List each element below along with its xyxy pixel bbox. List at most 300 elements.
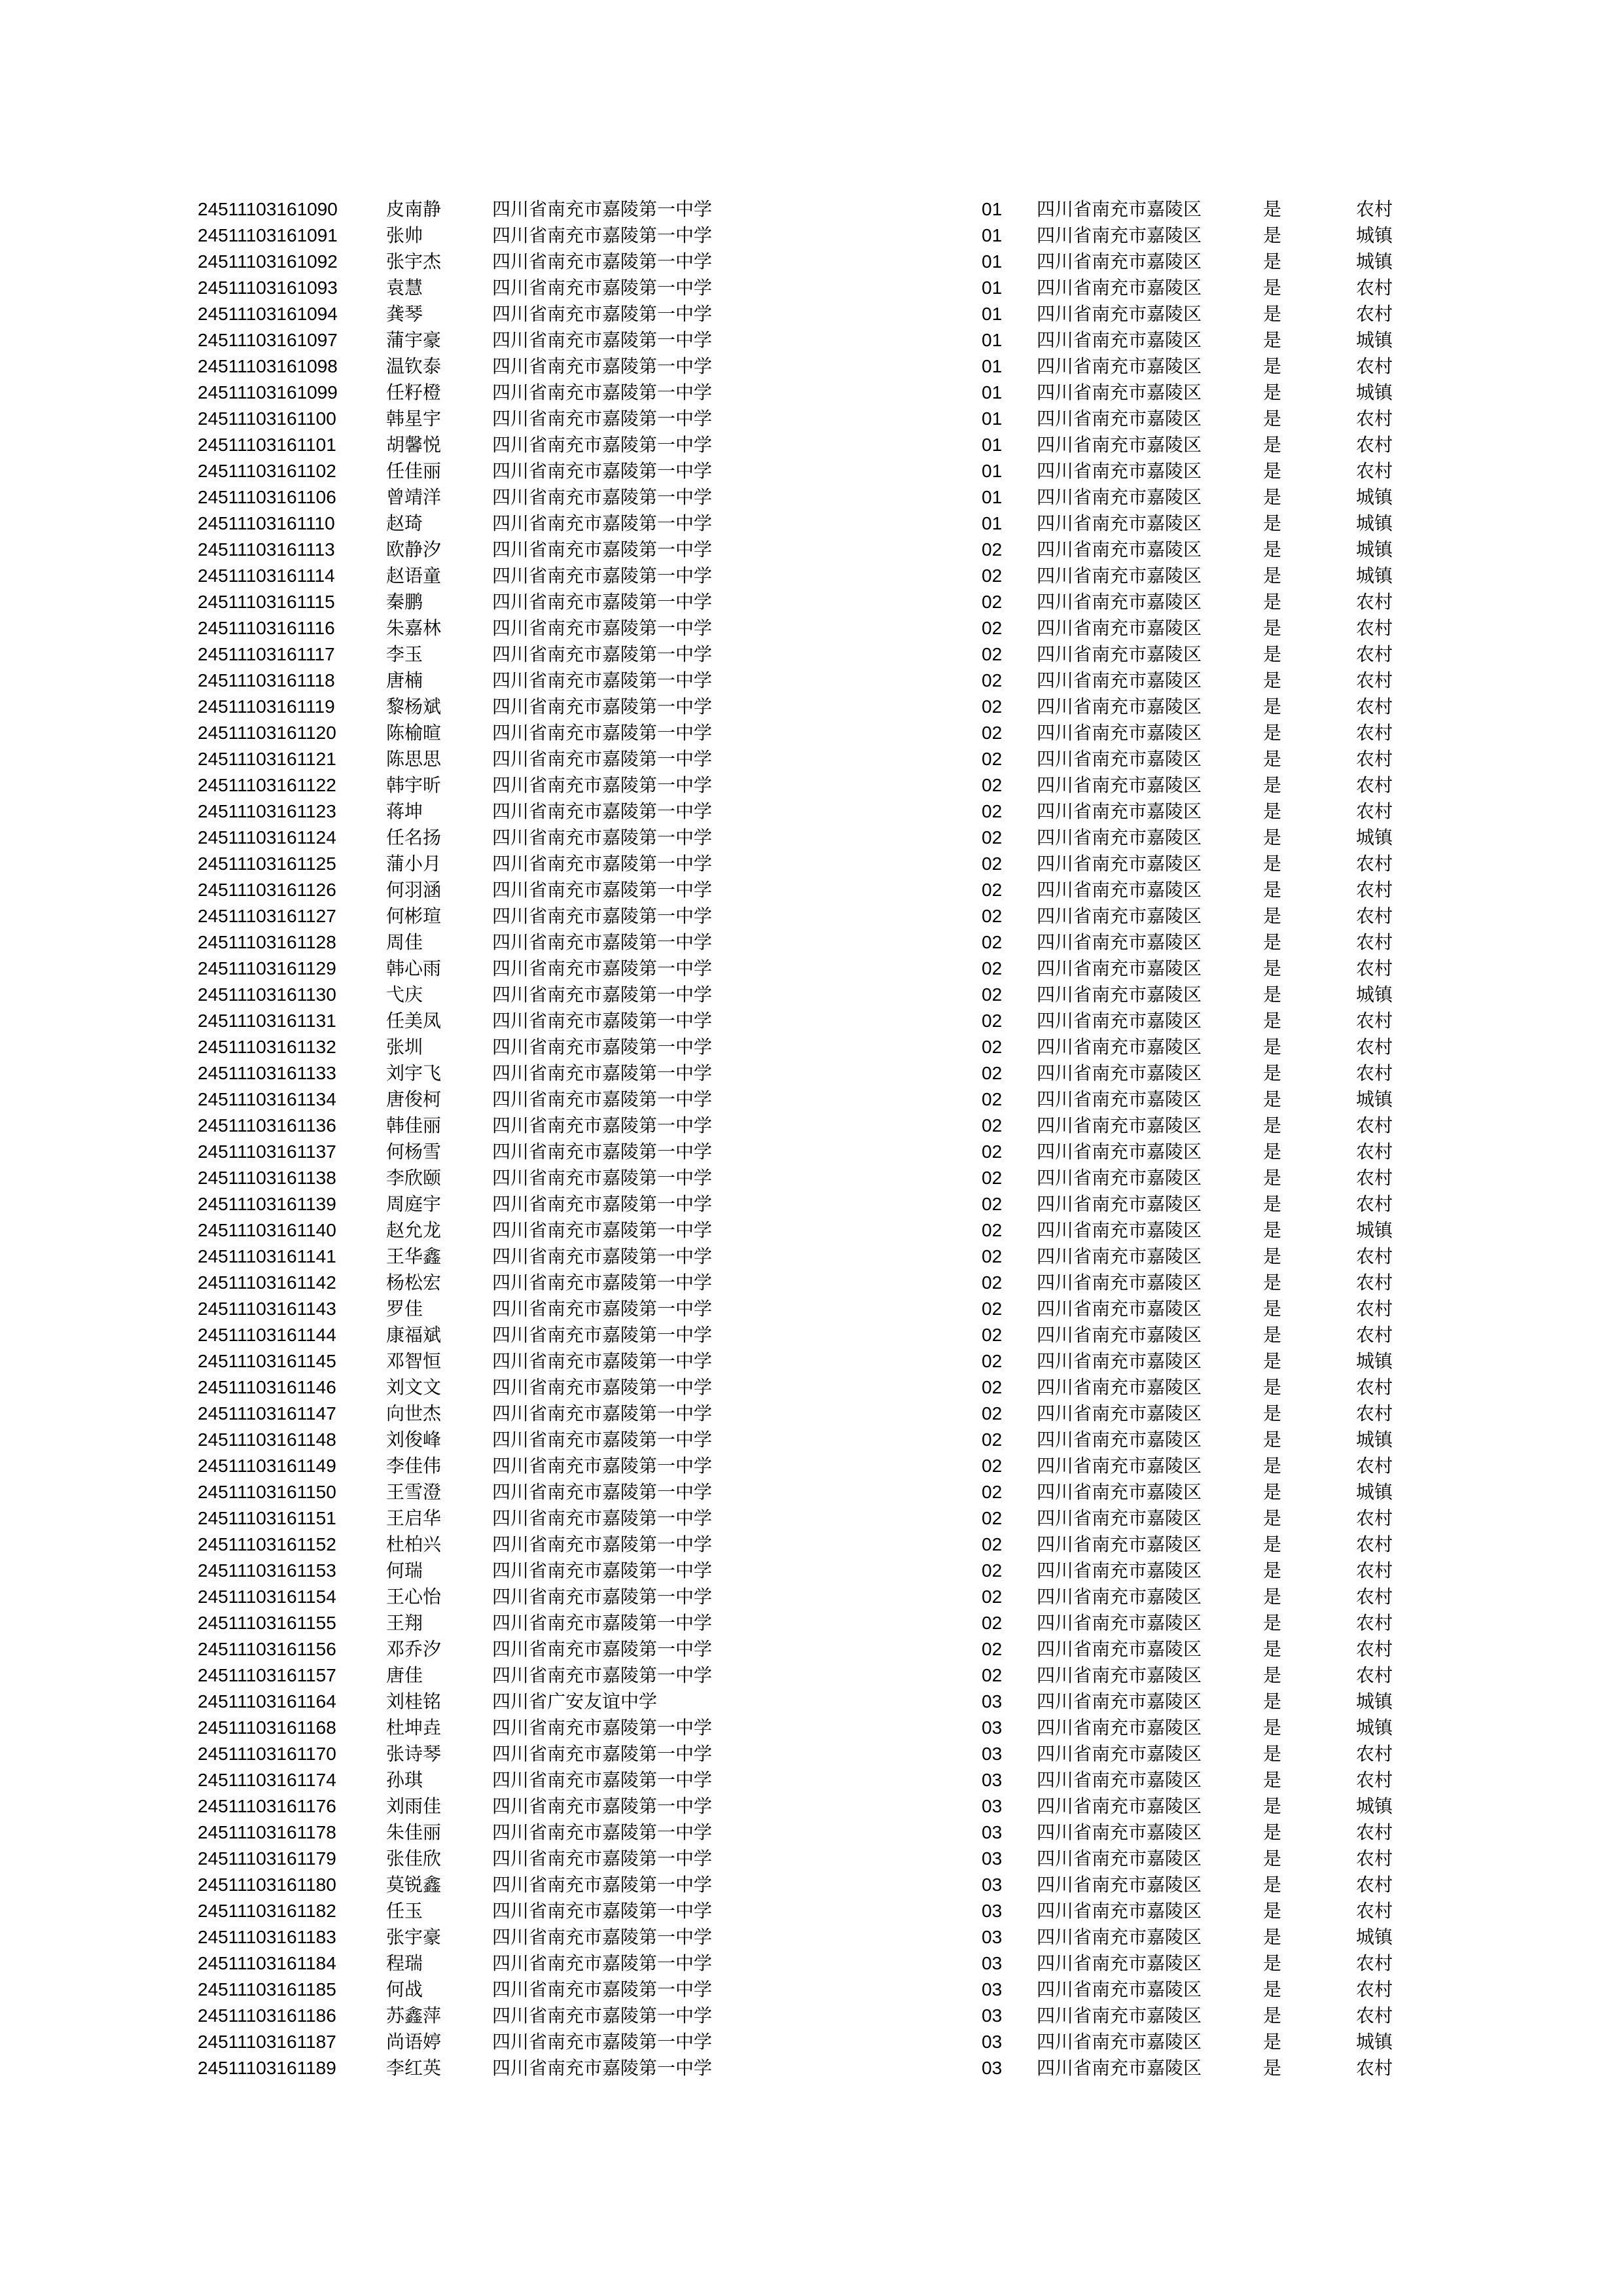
class-number-cell: 01 [982,461,1003,481]
region-cell: 四川省南充市嘉陵区 [1037,643,1202,665]
eligibility-flag-cell: 是 [1263,1193,1282,1215]
table-row [0,877,1623,903]
table-row [0,982,1623,1008]
region-cell: 四川省南充市嘉陵区 [1037,1324,1202,1346]
table-row [0,432,1623,458]
class-number-cell: 02 [982,958,1003,978]
residence-type-cell: 农村 [1356,931,1393,953]
residence-type-cell: 农村 [1356,1874,1393,1895]
student-id-cell: 24511103161143 [198,1299,336,1319]
residence-type-cell: 农村 [1356,958,1393,979]
region-cell: 四川省南充市嘉陵区 [1037,1298,1202,1319]
student-name-cell: 秦鹏 [386,591,423,613]
student-name-cell: 唐楠 [386,670,423,691]
school-cell: 四川省南充市嘉陵第一中学 [492,539,713,560]
student-id-cell: 24511103161154 [198,1587,336,1607]
residence-type-cell: 农村 [1356,722,1393,744]
eligibility-flag-cell: 是 [1263,1219,1282,1241]
residence-type-cell: 农村 [1356,1952,1393,1974]
class-number-cell: 03 [982,2032,1003,2052]
residence-type-cell: 农村 [1356,879,1393,901]
residence-type-cell: 农村 [1356,1664,1393,1686]
student-name-cell: 何战 [386,1979,423,2000]
student-name-cell: 赵允龙 [386,1219,442,1241]
residence-type-cell: 农村 [1356,2005,1393,2026]
table-row [0,956,1623,982]
residence-type-cell: 农村 [1356,1743,1393,1765]
eligibility-flag-cell: 是 [1263,460,1282,482]
student-id-cell: 24511103161139 [198,1194,336,1214]
school-cell: 四川省南充市嘉陵第一中学 [492,198,713,220]
school-cell: 四川省南充市嘉陵第一中学 [492,408,713,429]
table-row [0,458,1623,484]
eligibility-flag-cell: 是 [1263,251,1282,272]
student-id-cell: 24511103161130 [198,984,336,1005]
class-number-cell: 02 [982,906,1003,926]
class-number-cell: 01 [982,513,1003,533]
table-row [0,1793,1623,1820]
residence-type-cell: 农村 [1356,1324,1393,1346]
school-cell: 四川省南充市嘉陵第一中学 [492,617,713,639]
student-name-cell: 程瑞 [386,1952,423,1974]
region-cell: 四川省南充市嘉陵区 [1037,1088,1202,1110]
residence-type-cell: 城镇 [1356,1717,1393,1738]
residence-type-cell: 农村 [1356,1036,1393,1058]
student-id-cell: 24511103161182 [198,1901,336,1921]
class-number-cell: 02 [982,880,1003,900]
region-cell: 四川省南充市嘉陵区 [1037,198,1202,220]
student-id-cell: 24511103161110 [198,513,335,533]
student-name-cell: 康福斌 [386,1324,442,1346]
table-row [0,1401,1623,1427]
student-id-cell: 24511103161120 [198,723,336,743]
residence-type-cell: 农村 [1356,2057,1393,2079]
school-cell: 四川省南充市嘉陵第一中学 [492,879,713,901]
region-cell: 四川省南充市嘉陵区 [1037,1403,1202,1424]
school-cell: 四川省南充市嘉陵第一中学 [492,355,713,377]
eligibility-flag-cell: 是 [1263,303,1282,325]
table-row [0,1348,1623,1374]
class-number-cell: 01 [982,408,1003,429]
student-id-cell: 24511103161164 [198,1691,336,1712]
class-number-cell: 02 [982,1403,1003,1424]
student-name-cell: 刘宇飞 [386,1062,442,1084]
school-cell: 四川省南充市嘉陵第一中学 [492,1717,713,1738]
student-name-cell: 龚琴 [386,303,423,325]
residence-type-cell: 城镇 [1356,224,1393,246]
student-name-cell: 尚语婷 [386,2031,442,2053]
region-cell: 四川省南充市嘉陵区 [1037,1795,1202,1817]
table-row [0,1715,1623,1741]
student-name-cell: 王启华 [386,1507,442,1529]
eligibility-flag-cell: 是 [1263,2031,1282,2053]
region-cell: 四川省南充市嘉陵区 [1037,565,1202,586]
class-number-cell: 02 [982,1246,1003,1266]
class-number-cell: 02 [982,1613,1003,1633]
student-id-cell: 24511103161114 [198,565,335,586]
table-row [0,1086,1623,1113]
student-id-cell: 24511103161118 [198,670,335,691]
residence-type-cell: 城镇 [1356,486,1393,508]
student-name-cell: 周佳 [386,931,423,953]
student-name-cell: 杨松宏 [386,1272,442,1293]
school-cell: 四川省南充市嘉陵第一中学 [492,1874,713,1895]
student-name-cell: 弋庆 [386,984,423,1005]
student-id-cell: 24511103161185 [198,1979,336,2000]
table-row [0,1846,1623,1872]
eligibility-flag-cell: 是 [1263,1324,1282,1346]
residence-type-cell: 城镇 [1356,1795,1393,1817]
student-id-cell: 24511103161113 [198,539,335,560]
school-cell: 四川省南充市嘉陵第一中学 [492,486,713,508]
region-cell: 四川省南充市嘉陵区 [1037,879,1202,901]
student-id-cell: 24511103161148 [198,1429,336,1450]
student-name-cell: 任佳丽 [386,460,442,482]
table-row [0,1505,1623,1532]
class-number-cell: 02 [982,853,1003,874]
student-id-cell: 24511103161097 [198,330,338,350]
eligibility-flag-cell: 是 [1263,1088,1282,1110]
student-name-cell: 蒋坤 [386,800,423,822]
residence-type-cell: 城镇 [1356,382,1393,403]
residence-type-cell: 农村 [1356,1167,1393,1189]
residence-type-cell: 城镇 [1356,1350,1393,1372]
class-number-cell: 03 [982,1796,1003,1816]
school-cell: 四川省南充市嘉陵第一中学 [492,1376,713,1398]
eligibility-flag-cell: 是 [1263,643,1282,665]
school-cell: 四川省广安友谊中学 [492,1691,658,1712]
region-cell: 四川省南充市嘉陵区 [1037,1717,1202,1738]
student-name-cell: 任籽橙 [386,382,442,403]
student-id-cell: 24511103161137 [198,1141,336,1162]
eligibility-flag-cell: 是 [1263,774,1282,796]
class-number-cell: 02 [982,932,1003,952]
school-cell: 四川省南充市嘉陵第一中学 [492,251,713,272]
region-cell: 四川省南充市嘉陵区 [1037,1481,1202,1503]
residence-type-cell: 城镇 [1356,827,1393,848]
table-row [0,196,1623,223]
eligibility-flag-cell: 是 [1263,1455,1282,1477]
residence-type-cell: 农村 [1356,1534,1393,1555]
table-row [0,327,1623,353]
student-id-cell: 24511103161150 [198,1482,336,1502]
class-number-cell: 02 [982,984,1003,1005]
residence-type-cell: 农村 [1356,303,1393,325]
eligibility-flag-cell: 是 [1263,355,1282,377]
table-row [0,929,1623,956]
school-cell: 四川省南充市嘉陵第一中学 [492,224,713,246]
region-cell: 四川省南充市嘉陵区 [1037,382,1202,403]
region-cell: 四川省南充市嘉陵区 [1037,1193,1202,1215]
student-id-cell: 24511103161138 [198,1168,336,1188]
region-cell: 四川省南充市嘉陵区 [1037,1167,1202,1189]
student-id-cell: 24511103161101 [198,435,336,455]
region-cell: 四川省南充市嘉陵区 [1037,1821,1202,1843]
residence-type-cell: 农村 [1356,1246,1393,1267]
residence-type-cell: 农村 [1356,1141,1393,1162]
school-cell: 四川省南充市嘉陵第一中学 [492,2005,713,2026]
region-cell: 四川省南充市嘉陵区 [1037,1952,1202,1974]
region-cell: 四川省南充市嘉陵区 [1037,1115,1202,1136]
school-cell: 四川省南充市嘉陵第一中学 [492,1167,713,1189]
region-cell: 四川省南充市嘉陵区 [1037,1455,1202,1477]
class-number-cell: 02 [982,1325,1003,1345]
class-number-cell: 02 [982,723,1003,743]
school-cell: 四川省南充市嘉陵第一中学 [492,1403,713,1424]
student-name-cell: 杜坤垚 [386,1717,442,1738]
table-row [0,406,1623,432]
table-row [0,1113,1623,1139]
eligibility-flag-cell: 是 [1263,1612,1282,1634]
residence-type-cell: 农村 [1356,1612,1393,1634]
table-row [0,1060,1623,1086]
class-number-cell: 03 [982,1744,1003,1764]
residence-type-cell: 农村 [1356,1062,1393,1084]
class-number-cell: 02 [982,670,1003,691]
class-number-cell: 03 [982,1848,1003,1869]
table-row [0,1584,1623,1610]
class-number-cell: 02 [982,1456,1003,1476]
school-cell: 四川省南充市嘉陵第一中学 [492,931,713,953]
school-cell: 四川省南充市嘉陵第一中学 [492,827,713,848]
student-id-cell: 24511103161147 [198,1403,336,1424]
region-cell: 四川省南充市嘉陵区 [1037,460,1202,482]
eligibility-flag-cell: 是 [1263,1010,1282,1031]
residence-type-cell: 城镇 [1356,1481,1393,1503]
student-id-cell: 24511103161093 [198,278,338,298]
student-name-cell: 王雪澄 [386,1481,442,1503]
student-id-cell: 24511103161102 [198,461,336,481]
region-cell: 四川省南充市嘉陵区 [1037,1691,1202,1712]
school-cell: 四川省南充市嘉陵第一中学 [492,565,713,586]
residence-type-cell: 农村 [1356,1900,1393,1922]
school-cell: 四川省南充市嘉陵第一中学 [492,2057,713,2079]
table-row [0,746,1623,772]
school-cell: 四川省南充市嘉陵第一中学 [492,1586,713,1607]
region-cell: 四川省南充市嘉陵区 [1037,774,1202,796]
residence-type-cell: 农村 [1356,1272,1393,1293]
class-number-cell: 02 [982,1063,1003,1083]
class-number-cell: 02 [982,565,1003,586]
residence-type-cell: 农村 [1356,1507,1393,1529]
table-row [0,1322,1623,1348]
table-row [0,903,1623,929]
residence-type-cell: 农村 [1356,1769,1393,1791]
table-row [0,1244,1623,1270]
student-name-cell: 莫锐鑫 [386,1874,442,1895]
eligibility-flag-cell: 是 [1263,1769,1282,1791]
student-id-cell: 24511103161145 [198,1351,336,1371]
table-row [0,1165,1623,1191]
student-id-cell: 24511103161140 [198,1220,336,1240]
student-id-cell: 24511103161176 [198,1796,336,1816]
region-cell: 四川省南充市嘉陵区 [1037,827,1202,848]
residence-type-cell: 城镇 [1356,512,1393,534]
eligibility-flag-cell: 是 [1263,224,1282,246]
eligibility-flag-cell: 是 [1263,617,1282,639]
eligibility-flag-cell: 是 [1263,1979,1282,2000]
class-number-cell: 02 [982,618,1003,638]
school-cell: 四川省南充市嘉陵第一中学 [492,1795,713,1817]
region-cell: 四川省南充市嘉陵区 [1037,617,1202,639]
student-name-cell: 赵琦 [386,512,423,534]
table-row [0,1767,1623,1793]
class-number-cell: 02 [982,1299,1003,1319]
eligibility-flag-cell: 是 [1263,277,1282,298]
student-name-cell: 刘桂铭 [386,1691,442,1712]
school-cell: 四川省南充市嘉陵第一中学 [492,1638,713,1660]
region-cell: 四川省南充市嘉陵区 [1037,1429,1202,1450]
region-cell: 四川省南充市嘉陵区 [1037,1246,1202,1267]
eligibility-flag-cell: 是 [1263,1350,1282,1372]
table-row [0,798,1623,825]
school-cell: 四川省南充市嘉陵第一中学 [492,1141,713,1162]
table-row [0,1977,1623,2003]
class-number-cell: 02 [982,1168,1003,1188]
class-number-cell: 03 [982,2058,1003,2078]
region-cell: 四川省南充市嘉陵区 [1037,486,1202,508]
student-name-cell: 李佳伟 [386,1455,442,1477]
student-id-cell: 24511103161098 [198,356,338,376]
school-cell: 四川省南充市嘉陵第一中学 [492,1612,713,1634]
class-number-cell: 01 [982,278,1003,298]
student-id-cell: 24511103161106 [198,487,336,507]
class-number-cell: 02 [982,1377,1003,1397]
table-row [0,1662,1623,1689]
student-name-cell: 陈榆暄 [386,722,442,744]
table-row [0,301,1623,327]
table-row [0,615,1623,641]
class-number-cell: 02 [982,696,1003,717]
eligibility-flag-cell: 是 [1263,1298,1282,1319]
class-number-cell: 02 [982,1534,1003,1554]
region-cell: 四川省南充市嘉陵区 [1037,1534,1202,1555]
table-row [0,1820,1623,1846]
table-row [0,563,1623,589]
eligibility-flag-cell: 是 [1263,696,1282,717]
class-number-cell: 02 [982,1141,1003,1162]
school-cell: 四川省南充市嘉陵第一中学 [492,748,713,770]
student-id-cell: 24511103161184 [198,1953,336,1973]
residence-type-cell: 城镇 [1356,2031,1393,2053]
residence-type-cell: 农村 [1356,670,1393,691]
class-number-cell: 03 [982,1979,1003,2000]
residence-type-cell: 农村 [1356,1376,1393,1398]
region-cell: 四川省南充市嘉陵区 [1037,2057,1202,2079]
table-row [0,1636,1623,1662]
region-cell: 四川省南充市嘉陵区 [1037,905,1202,927]
student-name-cell: 韩心雨 [386,958,442,979]
eligibility-flag-cell: 是 [1263,1560,1282,1581]
eligibility-flag-cell: 是 [1263,486,1282,508]
eligibility-flag-cell: 是 [1263,1900,1282,1922]
table-row [0,694,1623,720]
student-name-cell: 袁慧 [386,277,423,298]
class-number-cell: 02 [982,1351,1003,1371]
student-id-cell: 24511103161124 [198,827,336,848]
school-cell: 四川省南充市嘉陵第一中学 [492,1821,713,1843]
student-id-cell: 24511103161189 [198,2058,336,2078]
residence-type-cell: 农村 [1356,800,1393,822]
school-cell: 四川省南充市嘉陵第一中学 [492,1350,713,1372]
eligibility-flag-cell: 是 [1263,905,1282,927]
class-number-cell: 02 [982,1665,1003,1685]
student-name-cell: 周庭宇 [386,1193,442,1215]
residence-type-cell: 农村 [1356,408,1393,429]
table-row [0,2055,1623,2081]
eligibility-flag-cell: 是 [1263,2057,1282,2079]
region-cell: 四川省南充市嘉陵区 [1037,1612,1202,1634]
student-name-cell: 陈思思 [386,748,442,770]
student-id-cell: 24511103161125 [198,853,336,874]
class-number-cell: 02 [982,1429,1003,1450]
student-name-cell: 任玉 [386,1900,423,1922]
class-number-cell: 01 [982,487,1003,507]
table-row [0,484,1623,511]
school-cell: 四川省南充市嘉陵第一中学 [492,643,713,665]
class-number-cell: 03 [982,1770,1003,1790]
class-number-cell: 02 [982,539,1003,560]
residence-type-cell: 城镇 [1356,1088,1393,1110]
table-row [0,537,1623,563]
school-cell: 四川省南充市嘉陵第一中学 [492,1481,713,1503]
student-name-cell: 李玉 [386,643,423,665]
class-number-cell: 02 [982,1037,1003,1057]
student-id-cell: 24511103161136 [198,1115,336,1136]
eligibility-flag-cell: 是 [1263,1036,1282,1058]
school-cell: 四川省南充市嘉陵第一中学 [492,512,713,534]
eligibility-flag-cell: 是 [1263,1952,1282,1974]
student-id-cell: 24511103161133 [198,1063,336,1083]
residence-type-cell: 农村 [1356,1115,1393,1136]
table-row [0,511,1623,537]
region-cell: 四川省南充市嘉陵区 [1037,1376,1202,1398]
region-cell: 四川省南充市嘉陵区 [1037,512,1202,534]
class-number-cell: 02 [982,1115,1003,1136]
eligibility-flag-cell: 是 [1263,1795,1282,1817]
residence-type-cell: 农村 [1356,748,1393,770]
student-name-cell: 刘俊峰 [386,1429,442,1450]
school-cell: 四川省南充市嘉陵第一中学 [492,460,713,482]
eligibility-flag-cell: 是 [1263,1926,1282,1948]
student-name-cell: 何羽涵 [386,879,442,901]
student-name-cell: 张圳 [386,1036,423,1058]
student-id-cell: 24511103161146 [198,1377,336,1397]
student-id-cell: 24511103161131 [198,1011,336,1031]
class-number-cell: 02 [982,801,1003,821]
eligibility-flag-cell: 是 [1263,565,1282,586]
residence-type-cell: 城镇 [1356,251,1393,272]
student-name-cell: 朱佳丽 [386,1821,442,1843]
student-name-cell: 朱嘉林 [386,617,442,639]
table-row [0,1191,1623,1217]
eligibility-flag-cell: 是 [1263,1403,1282,1424]
region-cell: 四川省南充市嘉陵区 [1037,2031,1202,2053]
eligibility-flag-cell: 是 [1263,1507,1282,1529]
residence-type-cell: 城镇 [1356,329,1393,351]
school-cell: 四川省南充市嘉陵第一中学 [492,1036,713,1058]
table-row [0,1689,1623,1715]
region-cell: 四川省南充市嘉陵区 [1037,696,1202,717]
school-cell: 四川省南充市嘉陵第一中学 [492,1193,713,1215]
table-row [0,1453,1623,1479]
class-number-cell: 03 [982,1901,1003,1921]
school-cell: 四川省南充市嘉陵第一中学 [492,1507,713,1529]
region-cell: 四川省南充市嘉陵区 [1037,1769,1202,1791]
region-cell: 四川省南充市嘉陵区 [1037,800,1202,822]
region-cell: 四川省南充市嘉陵区 [1037,931,1202,953]
region-cell: 四川省南充市嘉陵区 [1037,224,1202,246]
